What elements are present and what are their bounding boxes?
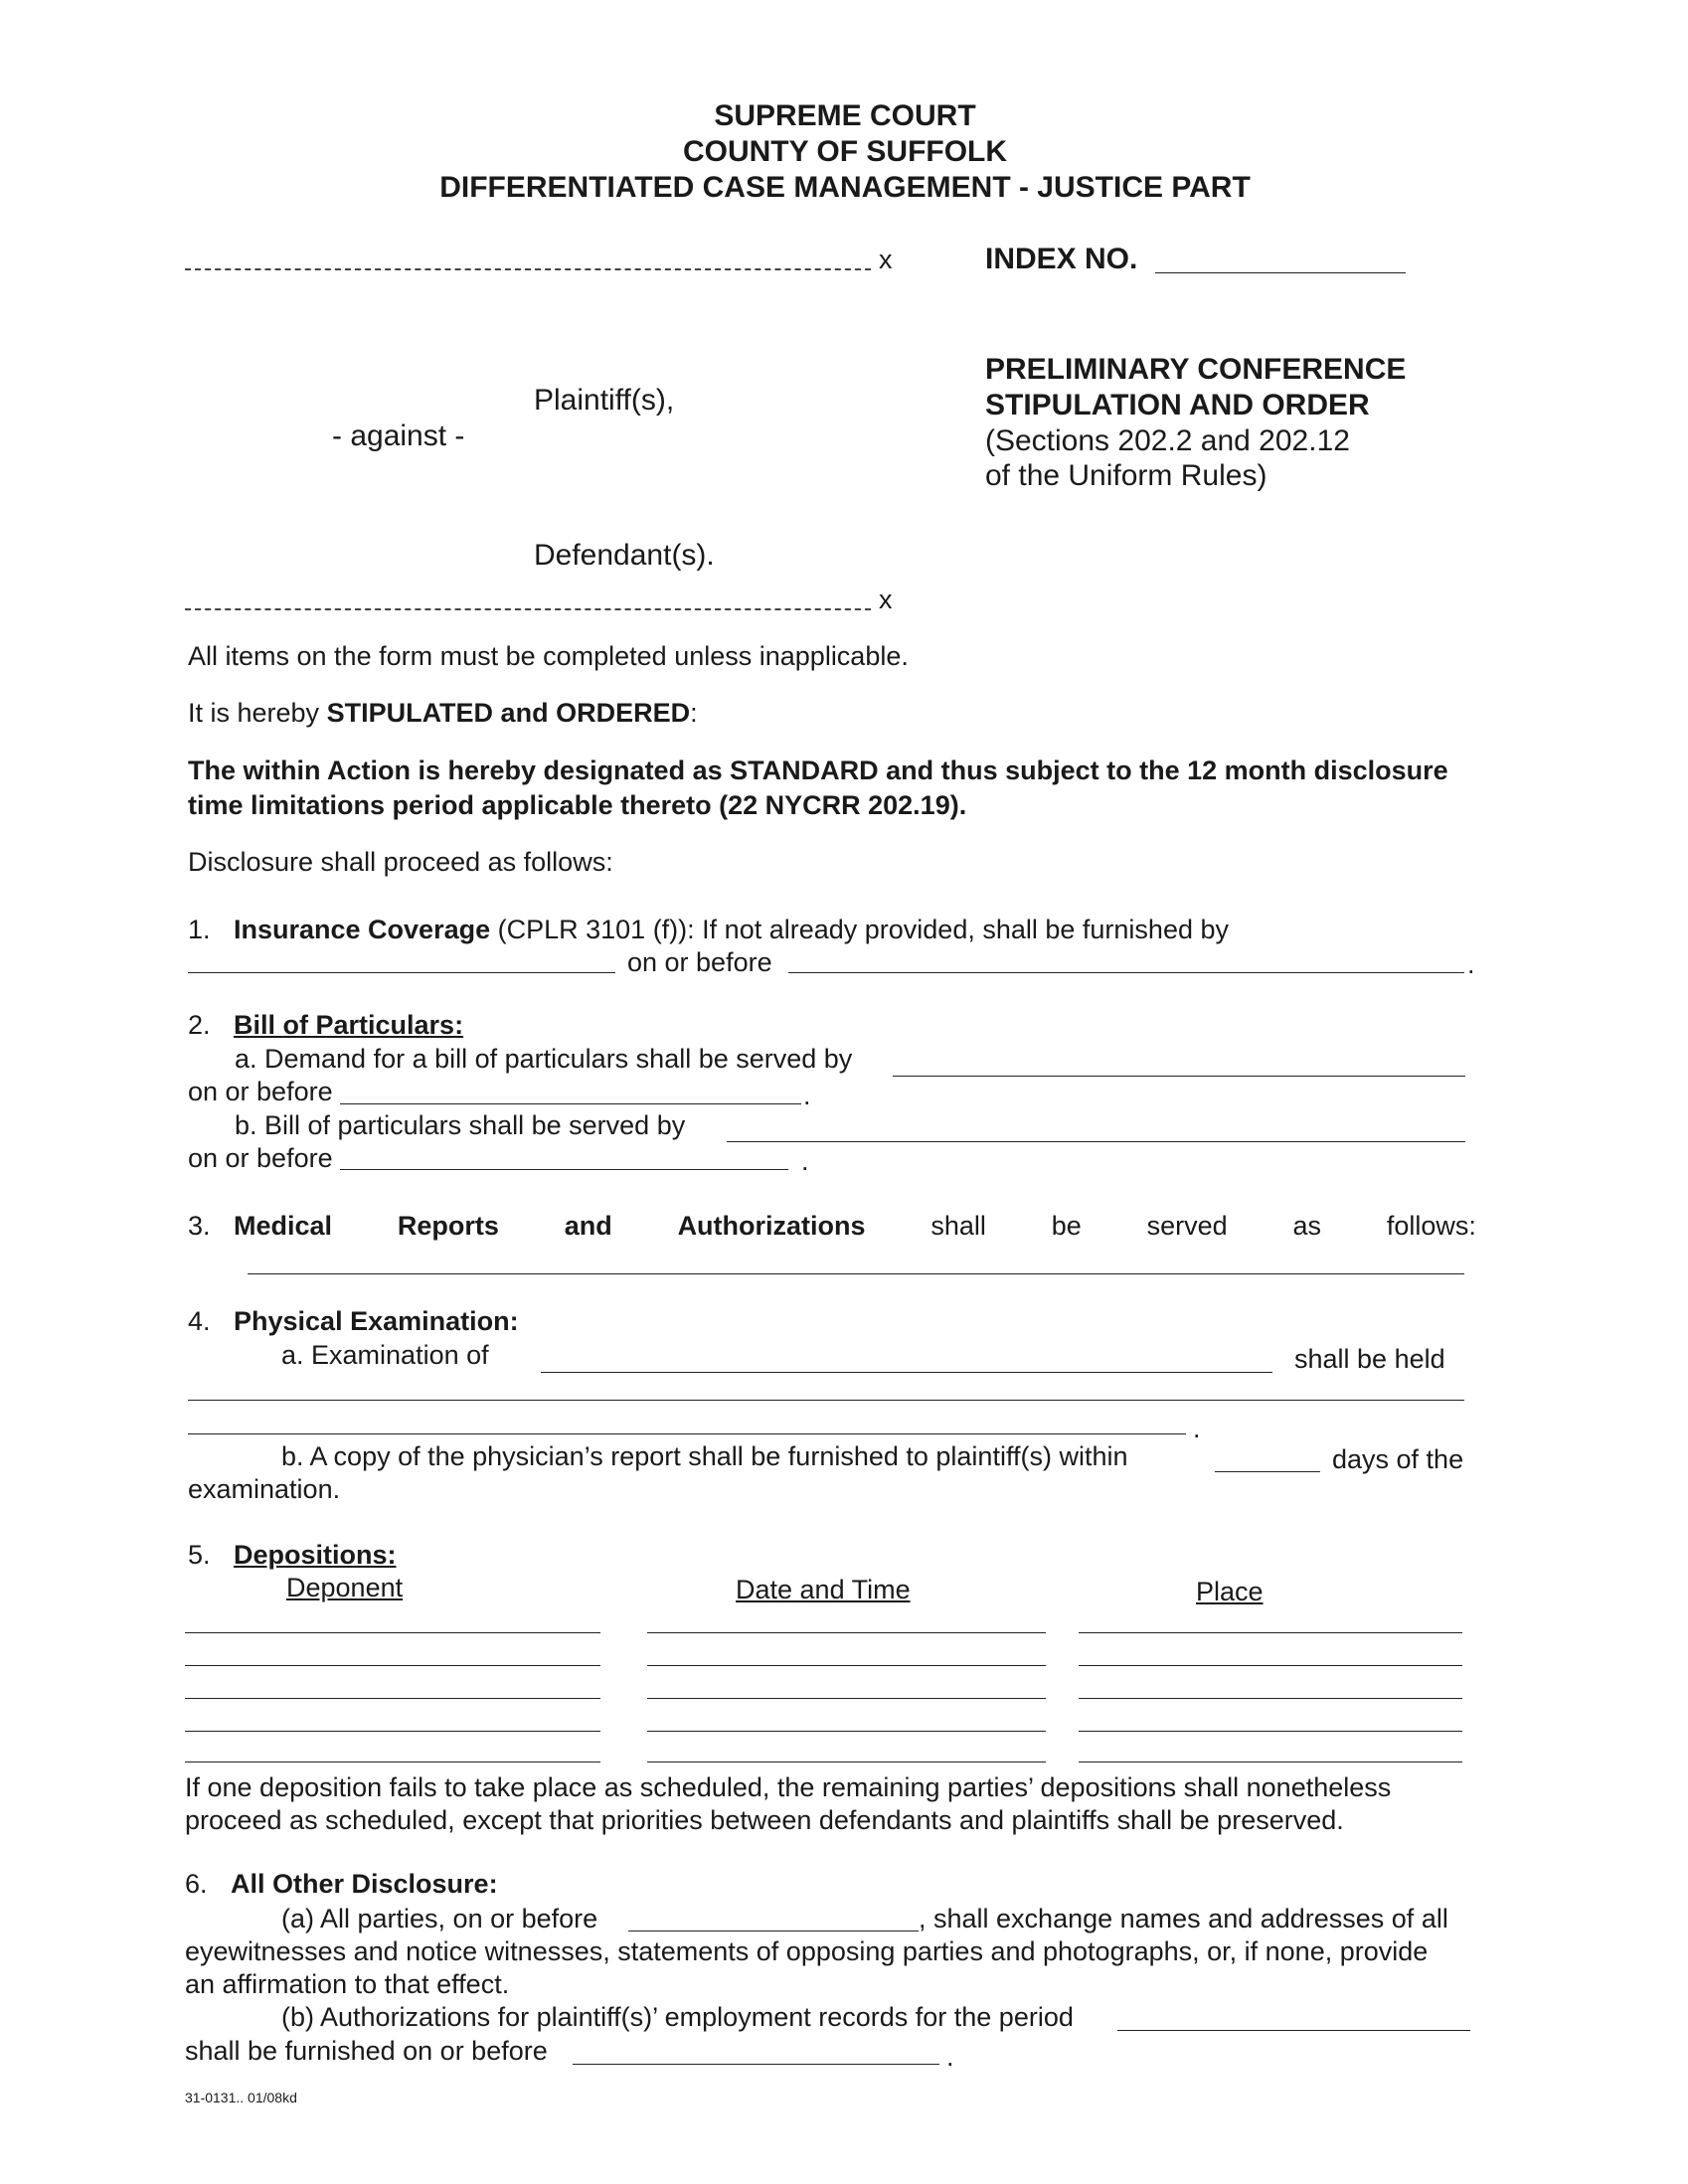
caption-bottom-divider <box>185 608 871 610</box>
item2-b-text: b. Bill of particulars shall be served by <box>235 1110 686 1140</box>
item4-a-label: a. Examination of <box>281 1340 489 1370</box>
item3-word: served <box>1146 1211 1228 1241</box>
item1-text: (CPLR 3101 (f)): If not already provided, shall be furnished by <box>490 915 1229 944</box>
date-time-field[interactable] <box>647 1731 1046 1732</box>
item2-a-party-field[interactable] <box>893 1076 1465 1077</box>
caption-bottom-x: x <box>879 585 893 614</box>
item1-date-field[interactable] <box>788 972 1464 973</box>
item6-heading <box>185 1869 498 1900</box>
item6-b-period: . <box>946 2042 954 2072</box>
item6-a-line2: eyewitnesses and notice witnesses, statements of opposing parties and photographs, or, if none, provide <box>185 1936 1429 1966</box>
item2-b-party-field[interactable] <box>727 1141 1465 1142</box>
item3-word: and <box>564 1211 612 1241</box>
item1-line <box>188 915 1229 945</box>
depositions-note-line2: proceed as scheduled, except that priorities between defendants and plaintiffs shall be preserved. <box>185 1805 1344 1835</box>
place-field[interactable] <box>1079 1632 1462 1633</box>
item2-b-period: . <box>801 1146 809 1176</box>
item5-title: Depositions: <box>234 1540 397 1570</box>
item4-title: Physical Examination: <box>234 1306 519 1336</box>
item2-b-date-field[interactable] <box>340 1169 788 1170</box>
item2-a-on-or-before: on or before <box>188 1077 333 1106</box>
item3-word: Medical <box>234 1211 333 1241</box>
deponent-field[interactable] <box>185 1731 600 1732</box>
item2-number: 2. <box>188 1010 211 1040</box>
item4-b-text: b. A copy of the physician’s report shall be furnished to plaintiff(s) within <box>281 1441 1128 1471</box>
designation-line1: The within Action is hereby designated as STANDARD and thus subject to the 12 month disclosure <box>188 756 1448 785</box>
caption-top-x: x <box>879 245 893 274</box>
stipulation-suffix: : <box>690 698 698 728</box>
item5-heading <box>188 1540 397 1571</box>
disclosure-proceed: Disclosure shall proceed as follows: <box>188 847 613 877</box>
defendants-label: Defendant(s). <box>534 539 715 572</box>
item6-b-date-field[interactable] <box>573 2064 939 2065</box>
item4-a-line3-field[interactable] <box>188 1433 1186 1434</box>
deponent-column-header: Deponent <box>286 1573 404 1602</box>
item4-b-cont: examination. <box>188 1474 341 1504</box>
item2-a-period: . <box>803 1081 811 1110</box>
item1-number: 1. <box>188 915 211 944</box>
index-no-field[interactable] <box>1155 272 1406 273</box>
county-name: COUNTY OF SUFFOLK <box>682 135 1008 168</box>
item6-b-start: (b) Authorizations for plaintiff(s)’ employment records for the period <box>281 2002 1074 2032</box>
doc-uniform-rules: of the Uniform Rules) <box>985 459 1267 492</box>
against-label: - against - <box>332 420 465 452</box>
date-time-field[interactable] <box>647 1698 1046 1699</box>
date-time-field[interactable] <box>647 1665 1046 1666</box>
date-time-field[interactable] <box>647 1762 1046 1763</box>
case-management-part: DIFFERENTIATED CASE MANAGEMENT - JUSTICE PART <box>439 171 1251 204</box>
caption-top-divider <box>185 268 871 270</box>
plaintiffs-label: Plaintiff(s), <box>534 384 675 417</box>
item6-a-date-field[interactable] <box>628 1931 919 1932</box>
item3-number: 3. <box>188 1211 211 1241</box>
depositions-note-line1: If one deposition fails to take place as scheduled, the remaining parties’ depositions shall nonetheless <box>185 1772 1392 1802</box>
item6-b-line2: shall be furnished on or before <box>185 2036 548 2066</box>
item6-a-start: (a) All parties, on or before <box>281 1904 598 1933</box>
place-field[interactable] <box>1079 1731 1462 1732</box>
deponent-field[interactable] <box>185 1762 600 1763</box>
date-time-field[interactable] <box>647 1632 1046 1633</box>
item2-b-on-or-before: on or before <box>188 1143 333 1173</box>
index-no-label: INDEX NO. <box>985 243 1138 275</box>
place-field[interactable] <box>1079 1698 1462 1699</box>
stipulation-bold: STIPULATED and ORDERED <box>326 698 691 728</box>
item2-a-date-field[interactable] <box>340 1103 801 1104</box>
item6-a-line3: an affirmation to that effect. <box>185 1969 510 1999</box>
place-field[interactable] <box>1079 1665 1462 1666</box>
item1-period: . <box>1467 949 1475 979</box>
court-name: SUPREME COURT <box>714 99 976 132</box>
item3-word: follows: <box>1386 1211 1476 1241</box>
stipulation-line <box>188 698 698 729</box>
item4-heading <box>188 1306 519 1337</box>
deponent-field[interactable] <box>185 1698 600 1699</box>
item6-number: 6. <box>185 1869 208 1899</box>
item1-title: Insurance Coverage <box>234 915 491 944</box>
item4-number: 4. <box>188 1306 211 1336</box>
item4-a-period: . <box>1193 1414 1201 1443</box>
form-code: 31-0131.. 01/08kd <box>185 2090 297 2105</box>
item1-on-or-before: on or before <box>627 947 772 977</box>
date-time-column-header: Date and Time <box>736 1575 911 1604</box>
deponent-field[interactable] <box>185 1665 600 1666</box>
doc-title-line2: STIPULATION AND ORDER <box>985 389 1370 421</box>
item2-title: Bill of Particulars: <box>234 1010 464 1040</box>
doc-sections: (Sections 202.2 and 202.12 <box>985 424 1350 457</box>
item3-word: as <box>1292 1211 1322 1241</box>
item3-word: be <box>1051 1211 1082 1241</box>
item2-a-text: a. Demand for a bill of particulars shall be served by <box>235 1044 853 1074</box>
designation-line2: time limitations period applicable thereto (22 NYCRR 202.19). <box>188 790 967 820</box>
item4-a-end: shall be held <box>1294 1344 1445 1374</box>
item6-a-end: , shall exchange names and addresses of all <box>919 1904 1448 1933</box>
item4-a-party-field[interactable] <box>541 1372 1272 1373</box>
item4-b-days-field[interactable] <box>1215 1471 1320 1472</box>
item4-b-end: days of the <box>1332 1444 1464 1474</box>
item1-party-field[interactable] <box>188 972 615 973</box>
deponent-field[interactable] <box>185 1632 600 1633</box>
item5-number: 5. <box>188 1540 211 1570</box>
item6-title: All Other Disclosure: <box>231 1869 498 1899</box>
place-column-header: Place <box>1196 1577 1264 1606</box>
place-field[interactable] <box>1079 1762 1462 1763</box>
item3-word: shall <box>930 1211 986 1241</box>
doc-title-line1: PRELIMINARY CONFERENCE <box>985 353 1407 386</box>
item2-heading <box>188 1010 463 1041</box>
item3-word: Reports <box>397 1211 499 1241</box>
item3-sentence <box>234 1211 1476 1242</box>
item3-word: Authorizations <box>677 1211 866 1241</box>
item3-field[interactable] <box>248 1273 1464 1274</box>
item4-a-line2-field[interactable] <box>188 1400 1464 1401</box>
item6-b-period-field[interactable] <box>1117 2030 1470 2031</box>
complete-note: All items on the form must be completed unless inapplicable. <box>188 641 909 671</box>
stipulation-prefix: It is hereby <box>188 698 327 728</box>
